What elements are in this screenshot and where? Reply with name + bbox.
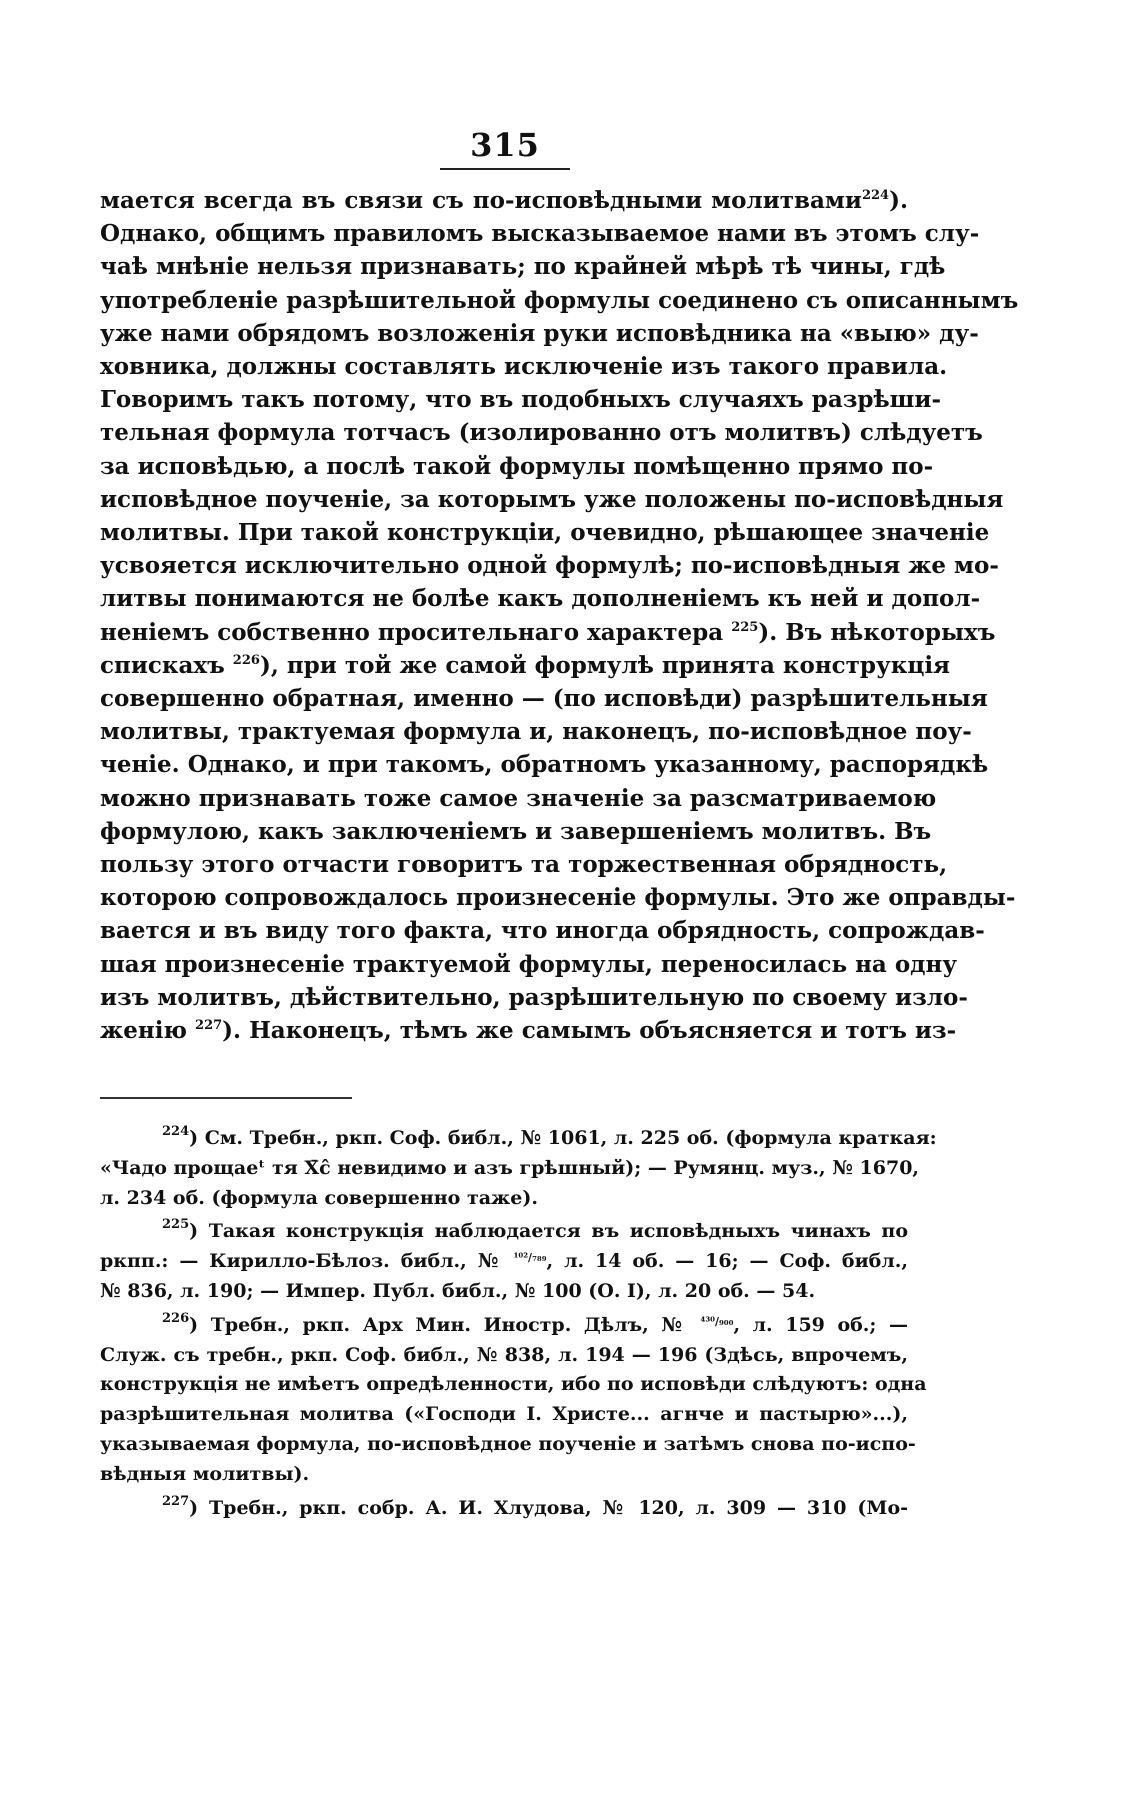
footnote-227 (100, 1494, 908, 1524)
footnote-line: вѣдныя молитвы). (100, 1462, 310, 1485)
footnote-line: л. 234 об. (формула совершенно таже). (100, 1186, 538, 1209)
text-line: формулою, какъ заключеніемъ и завершеніемъ молитвъ. Въ (100, 817, 932, 845)
text-line: молитвы, трактуемая формула и, наконецъ, по-исповѣдное поу- (100, 718, 972, 746)
text-segment: мается всегда въ связи съ по-исповѣдными молитвами (100, 187, 862, 214)
footnote-ref: 224 (861, 188, 890, 203)
text-line: Однако, общимъ правиломъ высказываемое нами въ этомъ слу- (100, 220, 980, 248)
page-number-rule (440, 168, 570, 170)
footnote-line: № 836, л. 190; — Импер. Публ. библ., № 100 (О. I), л. 20 об. — 54. (100, 1279, 816, 1302)
text-line: изъ молитвъ, дѣйствительно, разрѣшительную по своему изло- (100, 983, 968, 1011)
footnote-text: ) Такая конструкція наблюдается въ исповѣдныхъ чинахъ по (189, 1220, 908, 1243)
text-line: ховника, должны составлять исключеніе изъ такого правила. (100, 353, 948, 381)
footnote-ref: 226 (232, 652, 260, 668)
footnote-line (100, 1247, 908, 1277)
footnote-text: ) Требн., ркп. Арх Мин. Иностр. Дѣлъ, № (189, 1313, 688, 1336)
page-number: 315 (470, 126, 540, 164)
text-line: уже нами обрядомъ возложенія руки исповѣдника на «выю» ду- (100, 319, 979, 347)
text-line: неніемъ собственно просительнаго характера $^{225}$). Въ нѣкоторыхъ (100, 618, 996, 646)
text-line: молитвы. При такой конструкціи, очевидно, рѣшающее значеніе (100, 519, 990, 547)
text-line: литвы понимаются не болѣе какъ дополненіемъ къ ней и допол- (100, 585, 981, 613)
text-line: чаѣ мнѣніе нельзя признавать; по крайней мѣрѣ тѣ чины, гдѣ (100, 253, 946, 281)
main-text (100, 184, 1019, 1047)
footnote-mark: 226 (162, 1310, 190, 1326)
text-segment: при той же самой формулѣ принята конструкція (286, 651, 951, 679)
text-line: женію $^{227}$). Наконецъ, тѣмъ же самымъ объясняется и тотъ из- (100, 1017, 957, 1045)
text-line: вается и въ виду того факта, что иногда обрядность, сопрождав- (100, 917, 985, 945)
text-line: совершенно обратная, именно — (по исповѣди) разрѣшительныя (100, 685, 988, 713)
text-segment: спискахъ (100, 651, 225, 679)
footnote-line: «Чадо прощаеᵗ тя Χ̄ĉ невидимо и азъ грѣшный); — Румянц. муз., № 1670, (100, 1156, 920, 1179)
text-line: тельная формула тотчасъ (изолированно отъ молитвъ) слѣдуетъ (100, 419, 983, 447)
text-line: Говоримъ такъ потому, что въ подобныхъ случаяхъ разрѣши- (100, 386, 941, 414)
text-line: за исповѣдью, а послѣ такой формулы помѣщенно прямо по- (100, 452, 934, 480)
footnote-226 (100, 1311, 908, 1341)
footnote-separator (100, 1097, 352, 1099)
footnote-text: , л. 159 об.; — (733, 1313, 908, 1336)
text-segment: женію (100, 1017, 188, 1045)
fraction-number: ⁴³⁰/₉₀₀ (700, 1314, 734, 1328)
text-segment: неніемъ собственно просительнаго характера (100, 618, 724, 646)
text-segment: Наконецъ, тѣмъ же самымъ объясняется и тотъ из- (249, 1017, 957, 1045)
footnote-text: ркпп.: — Кирилло-Бѣлоз. библ., № (100, 1250, 503, 1273)
footnote-ref: 227 (195, 1018, 223, 1034)
text-line (100, 184, 908, 217)
footnotes (100, 1124, 937, 1523)
footnote-224 (100, 1124, 937, 1154)
footnote-line: указываемая формула, по-исповѣдное поученіе и затѣмъ снова по-испо- (100, 1432, 916, 1455)
footnote-225 (100, 1217, 908, 1247)
text-line: спискахъ $^{226}$), при той же самой формулѣ принята конструкція (100, 651, 951, 679)
footnote-ref: 225 (731, 619, 759, 635)
text-line: ченіе. Однако, и при такомъ, обратномъ указанному, распорядкѣ (100, 751, 989, 779)
text-line: которою сопровождалось произнесеніе формулы. Это же оправды- (100, 884, 1016, 912)
footnote-text: ) Требн., ркп. собр. А. И. Хлудова, № 120, л. 309 — 310 (Мо- (189, 1496, 908, 1519)
text-line: усвояется исключительно одной формулѣ; по-исповѣдныя же мо- (100, 552, 999, 580)
text-line: употребленіе разрѣшительной формулы соединено съ описаннымъ (100, 286, 1019, 314)
text-line: можно признавать тоже самое значеніе за разсматриваемою (100, 784, 937, 812)
footnote-text: , л. 14 об. — 16; — Соф. библ., (546, 1250, 908, 1273)
footnote-mark: 224 (162, 1124, 190, 1139)
footnote-line: конструкція не имѣетъ опредѣленности, ибо по исповѣди слѣдуютъ: одна (100, 1373, 927, 1396)
footnote-text: ) См. Требн., ркп. Соф. библ., № 1061, л. 225 об. (формула краткая: (189, 1127, 937, 1149)
text-line: пользу этого отчасти говоритъ та торжественная обрядность, (100, 851, 948, 879)
footnote-line: Служ. съ требн., ркп. Соф. библ., № 838, л. 194 — 196 (Здѣсь, впрочемъ, (100, 1343, 908, 1366)
text-line: исповѣдное поученіе, за которымъ уже положены по-исповѣдныя (100, 485, 1004, 513)
footnote-mark: 225 (162, 1217, 190, 1233)
footnote-mark: 227 (162, 1493, 190, 1509)
text-line: шая произнесеніе трактуемой формулы, переносилась на одну (100, 950, 958, 978)
punct: ). (889, 187, 908, 214)
footnote-line: разрѣшительная молитва («Господи I. Христе... агнче и пастырю»...), (100, 1403, 908, 1426)
text-segment: Въ нѣкоторыхъ (785, 618, 996, 646)
fraction-number: ¹⁰²/₇₈₉ (513, 1251, 547, 1265)
